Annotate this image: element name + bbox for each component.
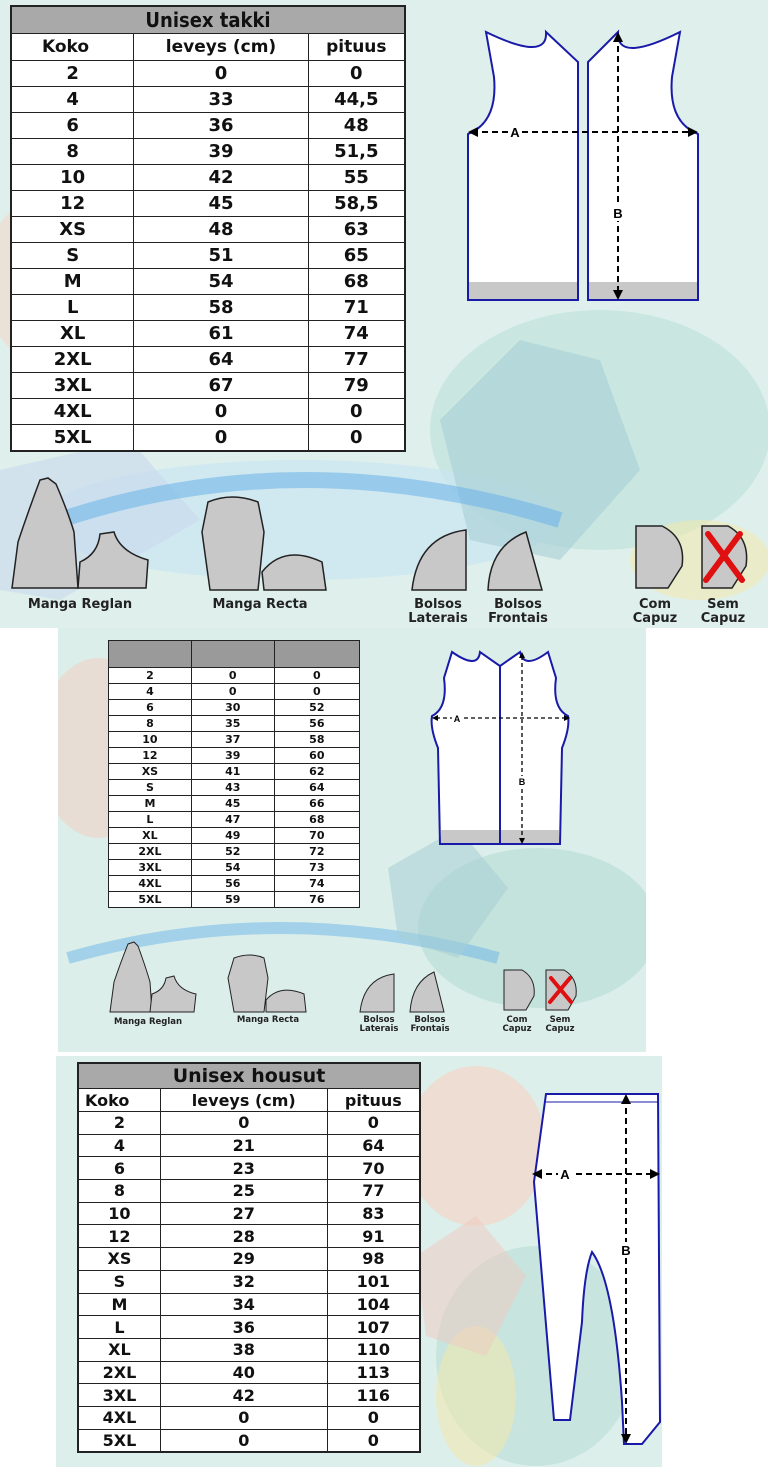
pants-width-cell: 21 <box>160 1134 327 1157</box>
pants-size-cell: 2XL <box>78 1361 160 1384</box>
jacket-length-cell: 0 <box>308 61 405 87</box>
pants-outline <box>534 1094 660 1444</box>
pants-width-cell: 28 <box>160 1225 327 1248</box>
jacket-length-cell: 48 <box>308 113 405 139</box>
pants-width-cell: 42 <box>160 1384 327 1407</box>
pants-size-cell: S <box>78 1270 160 1293</box>
jacket-size-cell: XL <box>11 321 134 347</box>
jacket-row <box>11 113 405 139</box>
vest-length-cell: 64 <box>274 780 359 796</box>
jacket-size-cell: XS <box>11 217 134 243</box>
jacket-row <box>11 269 405 295</box>
vest-row <box>109 876 360 892</box>
jacket-width-cell: 45 <box>134 191 308 217</box>
jacket-size-cell: 8 <box>11 139 134 165</box>
vest-row <box>109 764 360 780</box>
vest-row <box>109 748 360 764</box>
vest-option-sem-capuz: Sem Capuz <box>545 1015 575 1035</box>
pants-header-leveys: leveys (cm) <box>160 1089 327 1112</box>
vest-width-cell: 37 <box>191 732 274 748</box>
pants-size-cell: 6 <box>78 1157 160 1180</box>
jacket-size-cell: L <box>11 295 134 321</box>
jacket-size-cell: S <box>11 243 134 269</box>
jacket-size-cell: M <box>11 269 134 295</box>
vest-size-cell: XS <box>109 764 192 780</box>
pants-header-koko: Koko <box>78 1089 160 1112</box>
pants-size-cell: 5XL <box>78 1429 160 1452</box>
vest-length-cell: 62 <box>274 764 359 780</box>
vest-length-cell: 56 <box>274 716 359 732</box>
pants-length-cell: 0 <box>327 1406 420 1429</box>
vest-option-bolsos-frontais: Bolsos Frontais <box>410 1015 450 1035</box>
jacket-panel <box>0 0 768 628</box>
vest-length-cell: 60 <box>274 748 359 764</box>
pants-length-cell: 0 <box>327 1112 420 1135</box>
jacket-width-cell: 67 <box>134 373 308 399</box>
jacket-row <box>11 243 405 269</box>
pants-row <box>78 1157 420 1180</box>
pants-width-cell: 32 <box>160 1270 327 1293</box>
pants-size-cell: 4XL <box>78 1406 160 1429</box>
vest-width-cell: 41 <box>191 764 274 780</box>
vest-width-cell: 0 <box>191 668 274 684</box>
vest-size-cell: 4XL <box>109 876 192 892</box>
pants-row <box>78 1406 420 1429</box>
jacket-row <box>11 191 405 217</box>
jacket-width-cell: 0 <box>134 399 308 425</box>
pants-row <box>78 1225 420 1248</box>
vest-size-cell: M <box>109 796 192 812</box>
vest-row <box>109 716 360 732</box>
vest-width-cell: 43 <box>191 780 274 796</box>
jacket-label-b: B <box>613 206 623 221</box>
jacket-size-cell: 6 <box>11 113 134 139</box>
pants-length-cell: 98 <box>327 1248 420 1271</box>
vest-length-cell: 72 <box>274 844 359 860</box>
jacket-option-sem-capuz: Sem Capuz <box>700 597 746 627</box>
jacket-length-cell: 63 <box>308 217 405 243</box>
vest-size-cell: 10 <box>109 732 192 748</box>
vest-width-cell: 30 <box>191 700 274 716</box>
jacket-size-cell: 4XL <box>11 399 134 425</box>
pants-header-pituus: pituus <box>327 1089 420 1112</box>
jacket-diagram <box>458 22 708 332</box>
jacket-length-cell: 74 <box>308 321 405 347</box>
vest-width-cell: 47 <box>191 812 274 828</box>
vest-row <box>109 828 360 844</box>
pants-row <box>78 1316 420 1339</box>
jacket-row <box>11 217 405 243</box>
jacket-width-cell: 0 <box>134 61 308 87</box>
jacket-width-cell: 51 <box>134 243 308 269</box>
jacket-row <box>11 373 405 399</box>
jacket-length-cell: 44,5 <box>308 87 405 113</box>
manga-recta-shapes <box>194 472 344 592</box>
pants-size-cell: 2 <box>78 1112 160 1135</box>
vest-size-table <box>108 640 360 908</box>
vest-length-cell: 76 <box>274 892 359 908</box>
pants-width-cell: 0 <box>160 1429 327 1452</box>
jacket-length-cell: 58,5 <box>308 191 405 217</box>
pants-label-b: B <box>621 1243 631 1258</box>
manga-reglan-shapes <box>8 472 158 592</box>
jacket-width-cell: 42 <box>134 165 308 191</box>
vest-width-cell: 56 <box>191 876 274 892</box>
jacket-length-cell: 77 <box>308 347 405 373</box>
vest-length-cell: 58 <box>274 732 359 748</box>
jacket-row <box>11 321 405 347</box>
vest-size-cell: 4 <box>109 684 192 700</box>
pants-size-cell: 8 <box>78 1180 160 1203</box>
vest-length-cell: 73 <box>274 860 359 876</box>
vest-option-bolsos-laterais: Bolsos Laterais <box>359 1015 399 1035</box>
pants-row <box>78 1270 420 1293</box>
pants-row <box>78 1384 420 1407</box>
pants-width-cell: 0 <box>160 1112 327 1135</box>
header-pituus: pituus <box>308 34 405 61</box>
pants-length-cell: 107 <box>327 1316 420 1339</box>
vest-label-b: B <box>518 777 526 787</box>
pants-row <box>78 1338 420 1361</box>
vest-row <box>109 780 360 796</box>
jacket-row <box>11 399 405 425</box>
vest-row <box>109 796 360 812</box>
jacket-row <box>11 425 405 452</box>
pants-size-cell: M <box>78 1293 160 1316</box>
jacket-option-com-capuz: Com Capuz <box>632 597 678 627</box>
vest-width-cell: 0 <box>191 684 274 700</box>
pants-length-cell: 91 <box>327 1225 420 1248</box>
pants-size-cell: L <box>78 1316 160 1339</box>
jacket-length-cell: 71 <box>308 295 405 321</box>
vest-width-cell: 39 <box>191 748 274 764</box>
jacket-row <box>11 295 405 321</box>
jacket-width-cell: 58 <box>134 295 308 321</box>
pants-width-cell: 23 <box>160 1157 327 1180</box>
pants-length-cell: 101 <box>327 1270 420 1293</box>
jacket-row <box>11 139 405 165</box>
jacket-row <box>11 165 405 191</box>
pants-width-cell: 38 <box>160 1338 327 1361</box>
vest-label-a: A <box>453 714 461 724</box>
jacket-label-a: A <box>510 125 520 140</box>
vest-size-cell: 2XL <box>109 844 192 860</box>
jacket-size-cell: 2 <box>11 61 134 87</box>
vest-length-cell: 52 <box>274 700 359 716</box>
header-leveys: leveys (cm) <box>134 34 308 61</box>
pants-width-cell: 29 <box>160 1248 327 1271</box>
jacket-length-cell: 79 <box>308 373 405 399</box>
vest-row <box>109 892 360 908</box>
jacket-size-table <box>10 5 406 452</box>
vest-size-cell: 5XL <box>109 892 192 908</box>
vest-option-manga-reglan: Manga Reglan <box>113 1017 183 1027</box>
jacket-option-manga-recta: Manga Recta <box>212 597 308 612</box>
vest-length-cell: 0 <box>274 684 359 700</box>
pants-length-cell: 104 <box>327 1293 420 1316</box>
jacket-size-cell: 10 <box>11 165 134 191</box>
pants-length-cell: 116 <box>327 1384 420 1407</box>
jacket-width-cell: 39 <box>134 139 308 165</box>
vest-width-cell: 45 <box>191 796 274 812</box>
vest-size-cell: 6 <box>109 700 192 716</box>
vest-width-cell: 35 <box>191 716 274 732</box>
vest-size-cell: S <box>109 780 192 796</box>
pants-width-cell: 25 <box>160 1180 327 1203</box>
pants-size-cell: 10 <box>78 1202 160 1225</box>
jacket-row <box>11 87 405 113</box>
vest-row <box>109 732 360 748</box>
jacket-length-cell: 68 <box>308 269 405 295</box>
jacket-size-cell: 5XL <box>11 425 134 452</box>
jacket-size-cell: 4 <box>11 87 134 113</box>
jacket-length-cell: 0 <box>308 425 405 452</box>
jacket-width-cell: 64 <box>134 347 308 373</box>
vest-size-cell: 12 <box>109 748 192 764</box>
vest-length-cell: 70 <box>274 828 359 844</box>
pants-length-cell: 83 <box>327 1202 420 1225</box>
pants-length-cell: 110 <box>327 1338 420 1361</box>
pants-table-title: Unisex housut <box>78 1063 420 1089</box>
vest-option-shapes <box>108 938 588 1018</box>
pants-row <box>78 1134 420 1157</box>
vest-width-cell: 49 <box>191 828 274 844</box>
pants-length-cell: 70 <box>327 1157 420 1180</box>
vest-size-cell: 3XL <box>109 860 192 876</box>
vest-width-cell: 52 <box>191 844 274 860</box>
pants-length-cell: 64 <box>327 1134 420 1157</box>
pants-diagram <box>526 1082 676 1452</box>
jacket-width-cell: 0 <box>134 425 308 452</box>
pants-length-cell: 0 <box>327 1429 420 1452</box>
vest-row <box>109 844 360 860</box>
pants-size-table <box>77 1062 421 1453</box>
vest-length-cell: 68 <box>274 812 359 828</box>
jacket-option-bolsos-laterais: Bolsos Laterais <box>408 597 468 627</box>
vest-row <box>109 684 360 700</box>
vest-option-manga-recta: Manga Recta <box>236 1015 300 1025</box>
jacket-length-cell: 51,5 <box>308 139 405 165</box>
jacket-length-cell: 65 <box>308 243 405 269</box>
jacket-width-cell: 36 <box>134 113 308 139</box>
vest-size-cell: 8 <box>109 716 192 732</box>
jacket-size-cell: 3XL <box>11 373 134 399</box>
vest-row <box>109 860 360 876</box>
vest-length-cell: 66 <box>274 796 359 812</box>
pants-size-cell: 3XL <box>78 1384 160 1407</box>
pants-length-cell: 77 <box>327 1180 420 1203</box>
vest-size-cell: 2 <box>109 668 192 684</box>
pants-width-cell: 40 <box>160 1361 327 1384</box>
pants-width-cell: 34 <box>160 1293 327 1316</box>
vest-width-cell: 59 <box>191 892 274 908</box>
pants-width-cell: 0 <box>160 1406 327 1429</box>
vest-size-cell: XL <box>109 828 192 844</box>
pants-width-cell: 27 <box>160 1202 327 1225</box>
pants-row <box>78 1202 420 1225</box>
jacket-width-cell: 54 <box>134 269 308 295</box>
jacket-width-cell: 33 <box>134 87 308 113</box>
jacket-option-bolsos-frontais: Bolsos Frontais <box>488 597 548 627</box>
jacket-length-cell: 0 <box>308 399 405 425</box>
vest-row <box>109 812 360 828</box>
vest-length-cell: 0 <box>274 668 359 684</box>
pants-label-a: A <box>560 1167 570 1182</box>
pants-width-cell: 36 <box>160 1316 327 1339</box>
jacket-length-cell: 55 <box>308 165 405 191</box>
jacket-size-cell: 2XL <box>11 347 134 373</box>
pants-row <box>78 1248 420 1271</box>
pants-row <box>78 1361 420 1384</box>
pants-size-cell: 12 <box>78 1225 160 1248</box>
jacket-width-cell: 61 <box>134 321 308 347</box>
pants-row <box>78 1429 420 1452</box>
pants-length-cell: 113 <box>327 1361 420 1384</box>
pants-row <box>78 1293 420 1316</box>
vest-row <box>109 700 360 716</box>
pants-row <box>78 1180 420 1203</box>
capuz-shapes <box>632 522 752 592</box>
jacket-width-cell: 48 <box>134 217 308 243</box>
jacket-size-cell: 12 <box>11 191 134 217</box>
vest-length-cell: 74 <box>274 876 359 892</box>
pants-size-cell: 4 <box>78 1134 160 1157</box>
jacket-outline <box>468 32 578 300</box>
pants-size-cell: XL <box>78 1338 160 1361</box>
vest-option-com-capuz: Com Capuz <box>502 1015 532 1035</box>
pants-size-cell: XS <box>78 1248 160 1271</box>
vest-size-cell: L <box>109 812 192 828</box>
pants-row <box>78 1112 420 1135</box>
header-koko: Koko <box>11 34 134 61</box>
bolsos-shapes <box>410 526 550 596</box>
vest-row <box>109 668 360 684</box>
jacket-row <box>11 347 405 373</box>
jacket-option-manga-reglan: Manga Reglan <box>27 597 133 612</box>
jacket-table-title: Unisex takki <box>11 6 405 34</box>
vest-diagram <box>428 648 578 848</box>
vest-width-cell: 54 <box>191 860 274 876</box>
jacket-row <box>11 61 405 87</box>
